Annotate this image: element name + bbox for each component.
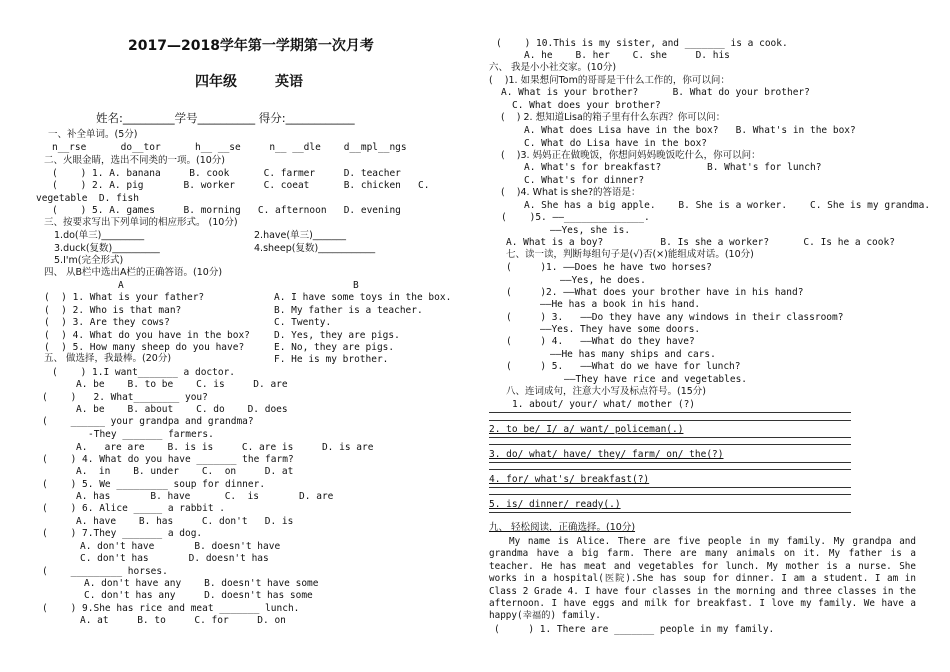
answer-line[interactable] [489,420,851,421]
section-4-a5: E. No, they are pigs. [274,342,395,353]
section-5-q8-options-1: A. don't have any B. doesn't have some [84,578,319,589]
section-7-title: 七、读一读，判断每组句子是(√)否(×)能组成对话。(10分) [506,249,754,260]
section-5-q3-response: -They _______ farmers. [88,429,214,440]
section-5-q8[interactable]: ( _________ horses. [42,566,168,577]
section-6-q2-option-c: C. What do Lisa have in the box? [524,138,708,149]
section-5-q6-options: A. have B. has C. don't D. is [76,516,294,527]
section-4-title: 四、 从B栏中选出A栏的正确答语。(10分) [44,267,223,278]
section-5-q1[interactable]: ( ) 1.I want_______ a doctor. [52,367,236,378]
section-7-q3-reply: ——Yes. They have some doors. [540,324,701,335]
section-4-a6: F. He is my brother. [274,354,389,365]
section-5-q7-options-1: A. don't have B. doesn't have [80,541,281,552]
section-4-q5[interactable]: ( ) 5. How many sheep do you have? [44,342,245,353]
section-1-items[interactable]: n__rse do__tor h__ __se n__ __dle d__mpl__ngs [52,142,407,153]
section-6-q4[interactable]: ( )4. What is she?的答语是： [501,187,641,198]
section-6-q5[interactable]: ( )5. ——______________. [501,212,650,223]
section-7-q1-reply: ——Yes, he does. [560,275,646,286]
section-6-q5-response: ——Yes, she is. [550,225,631,236]
section-3-title: 三、按要求写出下列单词的相应形式。 (10分) [44,217,238,228]
section-2-title: 二、火眼金睛，选出不同类的一项。(10分) [44,155,226,166]
section-6-q3-option-c: C. What's for dinner? [524,175,645,186]
section-8-item-5: 5. is/ dinner/ ready(.) [489,499,621,510]
section-5-q7-options-2: C. don't has D. doesn't has [80,553,269,564]
section-5-q1-options: A. be B. to be C. is D. are [76,379,288,390]
section-6-q1[interactable]: ( )1. 如果想问Tom的哥哥是干什么工作的，你可以问： [489,75,730,86]
section-5-q6[interactable]: ( ) 6. Alice _____ a rabbit . [42,503,226,514]
section-9-title: 九、 轻松阅读，正确选择。(10分) [489,522,636,533]
section-5-q4[interactable]: ( ) 4. What do you have _______ the farm? [42,454,294,465]
section-2-q1[interactable]: ( ) 1. A. banana B. cook C. farmer D. teacher [52,168,401,179]
section-5-q5-options: A. has B. have C. is D. are [76,491,334,502]
section-8-item-4: 4. for/ what's/ breakfast(?) [489,474,650,485]
section-4-q3[interactable]: ( ) 3. Are they cows? [44,317,170,328]
answer-line[interactable] [489,412,851,413]
section-1-title: 一、补全单词。(5分) [48,129,138,140]
subject-label: 英语 [275,74,303,90]
column-b-header: B [353,280,359,291]
section-5-q2-options: A. be B. about C. do D. does [76,404,288,415]
section-7-q1[interactable]: ( )1. ——Does he have two horses? [506,262,712,273]
section-5-q9[interactable]: ( ) 9.She has rice and meat _______ lunch. [42,603,300,614]
section-4-q4[interactable]: ( ) 4. What do you have in the box? [44,330,250,341]
section-5-q7[interactable]: ( ) 7.They _______ a dog. [42,528,203,539]
answer-line[interactable] [489,462,851,463]
section-6-q4-options: A. She has a big apple. B. She is a worker. C. She is my grandma. [524,200,931,211]
answer-line[interactable] [489,469,851,470]
column-a-header: A [118,280,124,291]
section-3-item-3[interactable]: 3.duck(复数)__________ [54,243,160,254]
section-6-q2[interactable]: ( ) 2. 想知道Lisa的箱子里有什么东西？你可以问： [501,112,726,123]
section-3-item-5[interactable]: 5.I'm(完全形式) [54,255,124,266]
section-6-q3-options: A. What's for breakfast? B. What's for lunch? [524,162,822,173]
section-4-q2[interactable]: ( ) 2. Who is that man? [44,305,182,316]
section-3-item-1[interactable]: 1.do(单三)_________ [54,230,145,241]
student-info-line[interactable]: 姓名:_________学号__________ 得分:____________ [96,111,355,125]
section-6-q2-options: A. What does Lisa have in the box? B. What's in the box? [524,125,856,136]
section-5-q10-options: A. he B. her C. she D. his [524,50,730,61]
answer-line[interactable] [489,437,851,438]
section-8-title: 八、连词成句，注意大小写及标点符号。(15分) [506,386,707,397]
section-8-item-3: 3. do/ what/ have/ they/ farm/ on/ the(?) [489,449,724,460]
section-7-q2[interactable]: ( )2. ——What does your brother have in his hand? [506,287,804,298]
section-4-a3: C. Twenty. [274,317,332,328]
section-7-q4[interactable]: ( ) 4. ——What do they have? [506,336,695,347]
section-7-q5-reply: ——They have rice and vegetables. [564,374,748,385]
section-6-q1-options: A. What is your brother? B. What do your brother? [501,87,810,98]
section-5-q5[interactable]: ( ) 5. We _________ soup for dinner. [42,479,266,490]
answer-line[interactable] [489,494,851,495]
section-6-q1-option-c: C. What does your brother? [512,100,661,111]
section-5-q3-options: A. are are B. is is C. are is D. is are [76,442,374,453]
answer-line[interactable] [489,444,851,445]
section-4-q1[interactable]: ( ) 1. What is your father? [44,292,205,303]
section-7-q3[interactable]: ( ) 3. ——Do they have any windows in their classroom? [506,312,844,323]
section-4-a1: A. I have some toys in the box. [274,292,452,303]
section-3-item-2[interactable]: 2.have(单三)_______ [254,230,347,241]
section-4-a4: D. Yes, they are pigs. [274,330,400,341]
section-2-q2-cont: vegetable D. fish [36,193,139,204]
section-7-q4-reply: ——He has many ships and cars. [550,349,716,360]
exam-title: 2017—2018学年第一学期第一次月考 [128,38,374,54]
section-8-item-1: 1. about/ your/ what/ mother (?) [512,399,696,410]
section-9-q1[interactable]: ( ) 1. There are _______ people in my family. [494,624,775,635]
section-2-q2[interactable]: ( ) 2. A. pig B. worker C. coeat B. chicken C. [52,180,430,191]
section-5-q4-options: A. in B. under C. on D. at [76,466,294,477]
section-5-q3[interactable]: ( ______ your grandpa and grandma? [42,416,254,427]
section-5-q10[interactable]: ( ) 10.This is my sister, and _______ is a cook. [496,38,788,49]
answer-line[interactable] [489,487,851,488]
section-4-a2: B. My father is a teacher. [274,305,423,316]
section-5-q9-options: A. at B. to C. for D. on [80,615,286,626]
reading-passage: My name is Alice. There are five people in my family. My grandpa and grandma have a big farm. There are many animals on it. My father is a teacher. He has meat and vegetables for lunch. My mother is a nurse. She works in a hospital(医院).She has soup for dinner. I am a student. I am in Class 2 Grade 4. I have four classes in the morning and three classes in the afternoon. I have eggs and milk for breakfast. I love my family. We have a happy(幸福的) family. [489,536,916,622]
section-6-q3[interactable]: ( )3. 妈妈正在做晚饭，你想问妈妈晚饭吃什么，你可以问： [501,150,761,161]
section-5-q2[interactable]: ( ) 2. What________ you? [42,392,208,403]
grade-label: 四年级 [195,74,237,90]
section-6-q5-options: A. What is a boy? B. Is she a worker? C. Is he a cook? [506,237,895,248]
section-7-q2-reply: ——He has a book in his hand. [540,299,701,310]
section-5-q8-options-2: C. don't has any D. doesn't has some [84,590,313,601]
answer-line[interactable] [489,512,851,513]
section-7-q5[interactable]: ( ) 5. ——What do we have for lunch? [506,361,741,372]
section-8-item-2: 2. to be/ I/ a/ want/ policeman(.) [489,424,684,435]
section-2-q5[interactable]: ( ) 5. A. games B. morning C. afternoon D. evening [52,205,401,216]
section-3-item-4[interactable]: 4.sheep(复数)____________ [254,243,376,254]
section-6-title: 六、 我是小小社交家。(10分) [489,62,617,73]
section-5-title: 五、 做选择，我最棒。(20分) [44,353,172,364]
